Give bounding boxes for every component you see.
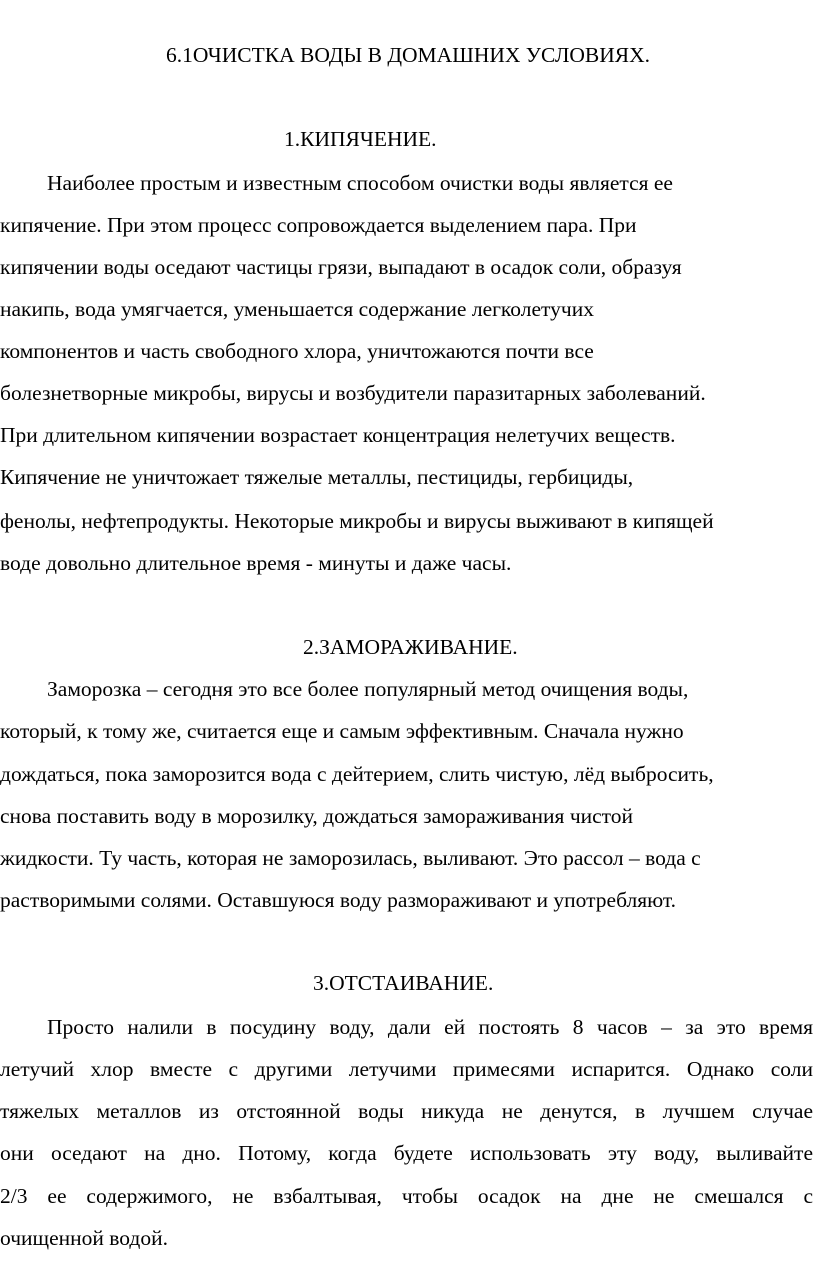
paragraph-line: Заморозка – сегодня это все более популярный метод очищения воды, xyxy=(47,677,689,701)
paragraph-line: растворимыми солями. Оставшуюся воду размораживают и употребляют. xyxy=(0,888,677,912)
paragraph-line: Наиболее простым и известным способом очистки воды является ее xyxy=(47,171,673,195)
paragraph-line: 2/3 ее содержимого, не взбалтывая, чтобы осадок на дне не смешался с xyxy=(0,1184,813,1208)
paragraph-line: жидкости. Ту часть, которая не заморозилась, выливают. Это рассол – вода с xyxy=(0,846,701,870)
paragraph-line: кипячение. При этом процесс сопровождается выделением пара. При xyxy=(0,213,637,237)
section-heading-settling: 3.ОТСТАИВАНИЕ. xyxy=(313,971,494,995)
paragraph-line: кипячении воды оседают частицы грязи, выпадают в осадок соли, образуя xyxy=(0,255,682,279)
paragraph-line: тяжелых металлов из отстоянной воды никуда не денутся, в лучшем случае xyxy=(0,1099,813,1123)
paragraph-line: очищенной водой. xyxy=(0,1226,168,1250)
paragraph-line: компонентов и часть свободного хлора, уничтожаются почти все xyxy=(0,339,594,363)
paragraph-line: который, к тому же, считается еще и самым эффективным. Сначала нужно xyxy=(0,719,684,743)
paragraph-line: болезнетворные микробы, вирусы и возбудители паразитарных заболеваний. xyxy=(0,381,706,405)
paragraph-line: накипь, вода умягчается, уменьшается содержание легколетучих xyxy=(0,297,594,321)
page-title: 6.1ОЧИСТКА ВОДЫ В ДОМАШНИХ УСЛОВИЯХ. xyxy=(165,43,651,67)
paragraph-line: они оседают на дно. Потому, когда будете использовать эту воду, выливайте xyxy=(0,1141,813,1165)
paragraph-line: летучий хлор вместе с другими летучими примесями испарится. Однако соли xyxy=(0,1057,813,1081)
paragraph-line: При длительном кипячении возрастает концентрация нелетучих веществ. xyxy=(0,423,676,447)
paragraph-line: фенолы, нефтепродукты. Некоторые микробы и вирусы выживают в кипящей xyxy=(0,509,714,533)
section-heading-boiling: 1.КИПЯЧЕНИЕ. xyxy=(284,127,437,151)
paragraph-line: Кипячение не уничтожает тяжелые металлы, пестициды, гербициды, xyxy=(0,465,634,489)
paragraph-line: снова поставить воду в морозилку, дождаться замораживания чистой xyxy=(0,804,634,828)
paragraph-line: дождаться, пока заморозится вода с дейтерием, слить чистую, лёд выбросить, xyxy=(0,762,714,786)
paragraph-line: воде довольно длительное время - минуты и даже часы. xyxy=(0,551,512,575)
section-heading-freezing: 2.ЗАМОРАЖИВАНИЕ. xyxy=(303,635,518,659)
paragraph-line: Просто налили в посудину воду, дали ей постоять 8 часов – за это время xyxy=(47,1015,813,1039)
